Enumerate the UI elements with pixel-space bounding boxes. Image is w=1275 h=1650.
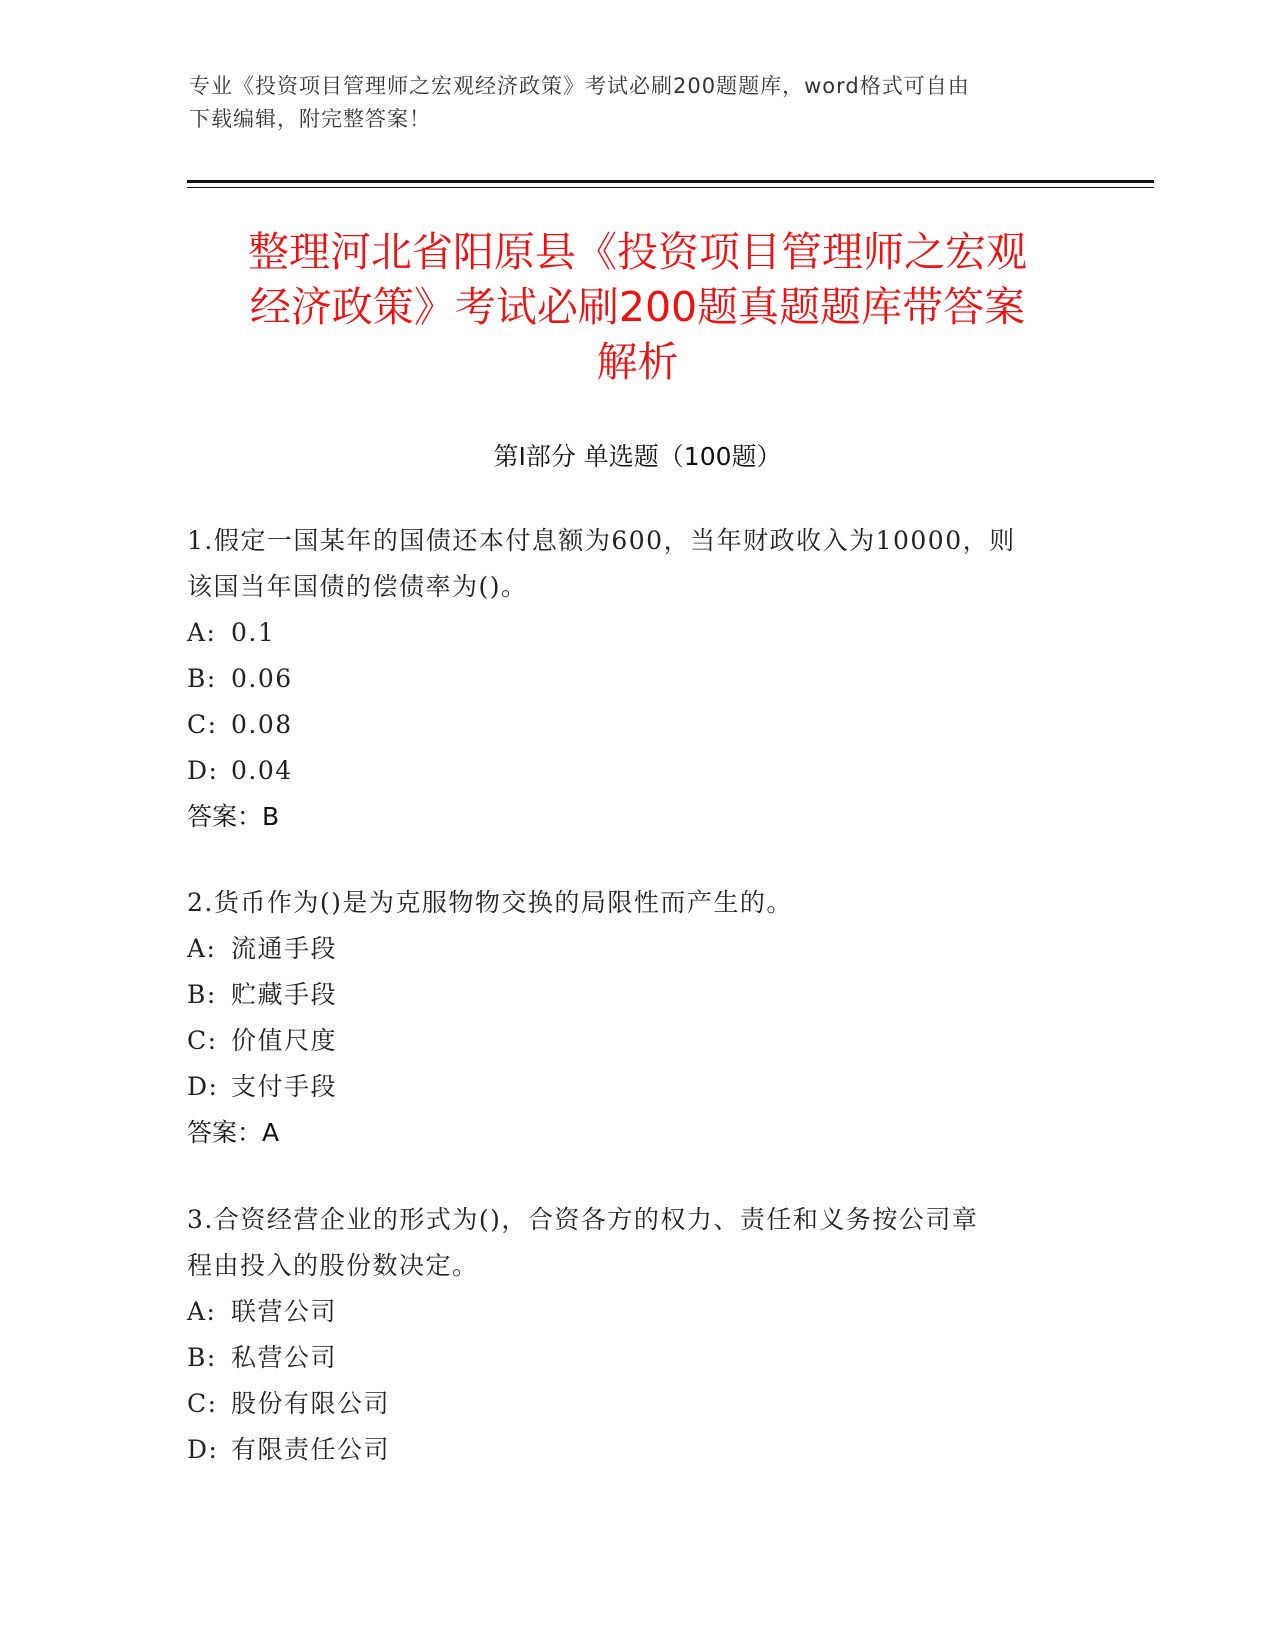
option-key: A: bbox=[187, 1297, 217, 1326]
option-key: A: bbox=[187, 934, 217, 963]
option-text: 流通手段 bbox=[231, 934, 338, 963]
option-text: 价值尺度 bbox=[231, 1026, 338, 1055]
option-a bbox=[187, 610, 1087, 656]
question-stem-line: 2.货币作为()是为克服物物交换的局限性而产生的。 bbox=[187, 888, 793, 917]
option-key: D: bbox=[187, 756, 219, 785]
option-text: 有限责任公司 bbox=[231, 1435, 391, 1464]
option-text: 0.06 bbox=[231, 664, 293, 693]
question-stem-line: 程由投入的股份数决定。 bbox=[187, 1251, 479, 1280]
option-key: C: bbox=[187, 1389, 218, 1418]
document-title bbox=[190, 225, 1085, 390]
option-b bbox=[187, 1335, 1087, 1381]
question-3 bbox=[187, 1197, 1087, 1473]
option-text: 私营公司 bbox=[231, 1343, 338, 1372]
option-key: B: bbox=[187, 980, 217, 1009]
option-text: 0.08 bbox=[231, 710, 293, 739]
option-text: 0.1 bbox=[231, 618, 276, 647]
option-d bbox=[187, 1064, 1087, 1110]
section-heading: 第Ⅰ部分 单选题（100题） bbox=[493, 442, 782, 471]
option-key: D: bbox=[187, 1435, 219, 1464]
option-b bbox=[187, 656, 1087, 702]
option-text: 联营公司 bbox=[231, 1297, 338, 1326]
option-d bbox=[187, 748, 1087, 794]
option-c bbox=[187, 702, 1087, 748]
question-stem-line: 3.合资经营企业的形式为()，合资各方的权力、责任和义务按公司章 bbox=[187, 1205, 979, 1234]
option-a bbox=[187, 1289, 1087, 1335]
option-text: 0.04 bbox=[231, 756, 293, 785]
option-b bbox=[187, 972, 1087, 1018]
header-line-1: 专业《投资项目管理师之宏观经济政策》考试必刷200题题库，word格式可自由 bbox=[189, 74, 970, 98]
header-divider-thick bbox=[187, 180, 1154, 183]
option-text: 股份有限公司 bbox=[231, 1389, 391, 1418]
answer-line: 答案：B bbox=[187, 802, 280, 831]
option-key: D: bbox=[187, 1072, 219, 1101]
question-stem-line: 该国当年国债的偿债率为()。 bbox=[187, 572, 528, 601]
question-1 bbox=[187, 518, 1087, 840]
option-c bbox=[187, 1018, 1087, 1064]
option-key: B: bbox=[187, 664, 217, 693]
question-stem-line: 1.假定一国某年的国债还本付息额为600，当年财政收入为10000，则 bbox=[187, 526, 1016, 555]
header-divider-thin bbox=[187, 187, 1154, 188]
answer-line: 答案：A bbox=[187, 1118, 280, 1147]
header-line-2: 下载编辑，附完整答案！ bbox=[189, 107, 431, 131]
option-a bbox=[187, 926, 1087, 972]
title-line-3: 解析 bbox=[596, 338, 679, 386]
option-key: B: bbox=[187, 1343, 217, 1372]
title-line-1: 整理河北省阳原县《投资项目管理师之宏观 bbox=[248, 228, 1027, 276]
option-d bbox=[187, 1427, 1087, 1473]
option-key: A: bbox=[187, 618, 217, 647]
option-key: C: bbox=[187, 710, 218, 739]
option-c bbox=[187, 1381, 1087, 1427]
option-text: 支付手段 bbox=[231, 1072, 338, 1101]
option-text: 贮藏手段 bbox=[231, 980, 338, 1009]
option-key: C: bbox=[187, 1026, 218, 1055]
question-2 bbox=[187, 880, 1087, 1156]
title-line-2: 经济政策》考试必刷200题真题题库带答案 bbox=[249, 283, 1026, 331]
document-header-note bbox=[189, 70, 1069, 136]
